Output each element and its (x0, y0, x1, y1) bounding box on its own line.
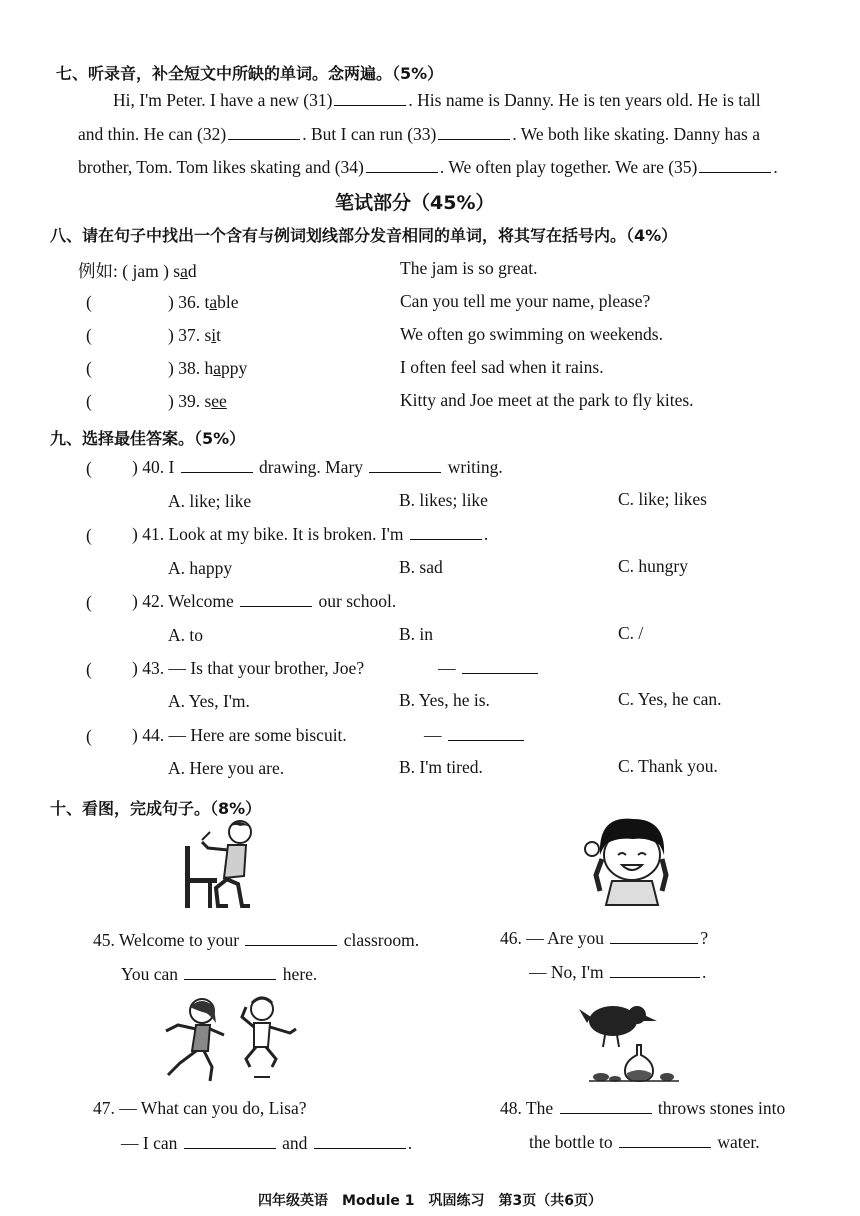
phonics-item-39[interactable]: ) 39. see (168, 391, 227, 411)
example-label: 例如: ( (78, 261, 129, 281)
paren-open: ( (86, 391, 92, 411)
word-part: d (187, 261, 197, 281)
item-number: 39. (178, 391, 201, 411)
word-part: t (216, 325, 222, 345)
written-section-heading: 笔试部分（45%） (335, 192, 495, 214)
underlined-letters: a (180, 261, 188, 281)
paren-open: ( (86, 358, 92, 378)
passage-text: . (773, 157, 778, 177)
word-part: s (204, 391, 212, 411)
question-text: throws stones into (657, 1098, 786, 1118)
paren-open: ( (86, 525, 92, 545)
phonics-item-36[interactable]: ) 36. table (168, 292, 239, 312)
option-b[interactable]: B. Yes, he is. (399, 690, 490, 710)
question-45-line-2[interactable] (121, 964, 317, 985)
question-text: You can (121, 964, 179, 984)
option-c[interactable]: C. / (618, 623, 644, 643)
question-text: — I can (121, 1133, 178, 1153)
blank[interactable] (240, 605, 312, 607)
question-text: here. (282, 964, 318, 984)
question-text: writing. (447, 457, 503, 477)
option-a[interactable]: A. to (168, 625, 203, 645)
question-text: — No, I'm (529, 962, 604, 982)
paren-open: ( (86, 592, 92, 612)
option-c[interactable]: C. Thank you. (618, 756, 718, 776)
question-48-line-2[interactable] (529, 1132, 760, 1153)
phonics-sentence-36: Can you tell me your name, please? (400, 291, 651, 311)
underlined-letters: a (209, 292, 218, 312)
passage-text: . But I can run (33) (302, 124, 437, 144)
blank[interactable] (448, 739, 524, 741)
blank-33[interactable] (438, 138, 510, 140)
option-c[interactable]: C. Yes, he can. (618, 689, 722, 709)
option-a[interactable]: A. Yes, I'm. (168, 691, 250, 711)
option-c[interactable]: C. like; likes (618, 489, 707, 509)
section-10-title: 十、看图，完成句子。（8%） (50, 799, 262, 818)
question-47-line-1: 47. — What can you do, Lisa? (93, 1098, 307, 1118)
question-text: ) 43. — Is that your brother, Joe? (132, 658, 365, 678)
answer-dash[interactable] (438, 658, 540, 679)
question-text: 48. The (500, 1098, 554, 1118)
question-text: . (407, 1133, 413, 1153)
question-40[interactable] (132, 457, 503, 478)
section-9-title: 九、选择最佳答案。（5%） (50, 429, 246, 448)
item-number: 36. (178, 292, 201, 312)
blank[interactable] (560, 1112, 652, 1114)
page-footer: 四年级英语 Module 1 巩固练习 第3页（共6页） (258, 1193, 602, 1209)
option-a[interactable]: A. Here you are. (168, 758, 285, 778)
passage-text: Hi, I'm Peter. I have a new (31) (113, 90, 333, 110)
option-b[interactable]: B. I'm tired. (399, 757, 483, 777)
paren-close: ) (163, 261, 169, 281)
example-item (78, 258, 197, 283)
question-text: our school. (318, 591, 397, 611)
passage-line-2 (78, 124, 760, 145)
phonics-item-38[interactable]: ) 38. happy (168, 358, 248, 378)
word-part: ble (217, 292, 239, 312)
question-text: ) 40. I (132, 457, 175, 477)
passage-line-1 (113, 90, 761, 111)
passage-text: . His name is Danny. He is ten years old. He is tall (408, 90, 761, 110)
paren-open: ( (86, 458, 92, 478)
word-part: s (173, 261, 181, 281)
blank[interactable] (369, 471, 441, 473)
question-text: . (483, 524, 489, 544)
blank-35[interactable] (699, 171, 771, 173)
question-41[interactable] (132, 524, 488, 545)
dash: — (438, 658, 456, 678)
question-43[interactable] (132, 658, 364, 679)
question-text: drawing. Mary (259, 457, 364, 477)
question-text: . (701, 962, 707, 982)
blank-32[interactable] (228, 138, 300, 140)
sitting-boy-illustration (180, 818, 270, 913)
crow-and-bottle-illustration (575, 995, 685, 1085)
question-42[interactable] (132, 591, 396, 612)
option-a[interactable]: A. like; like (168, 491, 252, 511)
phonics-sentence-39: Kitty and Joe meet at the park to fly kites. (400, 390, 694, 410)
question-47-line-2[interactable] (121, 1133, 412, 1154)
item-number: 37. (178, 325, 201, 345)
blank[interactable] (410, 538, 482, 540)
answer-dash[interactable] (424, 725, 526, 746)
question-46-line-2[interactable] (529, 962, 706, 983)
option-a[interactable]: A. happy (168, 558, 233, 578)
phonics-sentence-37: We often go swimming on weekends. (400, 324, 663, 344)
question-48-line-1[interactable] (500, 1098, 785, 1119)
dash: — (424, 725, 442, 745)
option-b[interactable]: B. likes; like (399, 490, 488, 510)
option-c[interactable]: C. hungry (618, 556, 688, 576)
blank[interactable] (314, 1147, 406, 1149)
passage-text: . We both like skating. Danny has a (512, 124, 760, 144)
option-b[interactable]: B. in (399, 624, 434, 644)
question-text: ? (700, 928, 709, 948)
blank-31[interactable] (334, 104, 406, 106)
word-part: ppy (220, 358, 248, 378)
happy-girl-illustration (578, 815, 678, 910)
question-44[interactable] (132, 725, 347, 746)
underlined-letters: ee (211, 391, 227, 411)
question-text: ) 41. Look at my bike. It is broken. I'm (132, 524, 404, 544)
question-text: and (282, 1133, 308, 1153)
section-8-title: 八、请在句子中找出一个含有与例词划线部分发音相同的单词，将其写在括号内。（4%） (50, 226, 678, 245)
underlined-letters: a (213, 358, 221, 378)
passage-text: and thin. He can (32) (78, 124, 227, 144)
word-part: h (204, 358, 214, 378)
question-46-line-1[interactable] (500, 928, 708, 949)
running-jumping-kids-illustration (150, 995, 300, 1085)
blank-34[interactable] (366, 171, 438, 173)
question-text: the bottle to (529, 1132, 613, 1152)
blank[interactable] (462, 672, 538, 674)
phonics-item-37[interactable]: ) 37. sit (168, 325, 222, 345)
item-number: 38. (178, 358, 201, 378)
question-text: ) 42. Welcome (132, 591, 234, 611)
question-text: water. (717, 1132, 760, 1152)
section-7-title: 七、听录音，补全短文中所缺的单词。念两遍。（5%） (56, 64, 444, 83)
passage-text: brother, Tom. Tom likes skating and (34) (78, 157, 364, 177)
question-text: classroom. (343, 930, 420, 950)
paren-open: ( (86, 726, 92, 746)
blank[interactable] (610, 976, 700, 978)
example-sentence: The jam is so great. (400, 258, 538, 278)
blank[interactable] (184, 978, 276, 980)
blank[interactable] (619, 1146, 711, 1148)
paren-open: ( (86, 659, 92, 679)
question-text: 46. — Are you (500, 928, 605, 948)
question-text: 45. Welcome to your (93, 930, 240, 950)
question-text: ) 44. — Here are some biscuit. (132, 725, 347, 745)
word-part: s (204, 325, 212, 345)
blank[interactable] (184, 1147, 276, 1149)
blank[interactable] (181, 471, 253, 473)
passage-line-3 (78, 157, 778, 178)
example-answer: jam (132, 261, 159, 281)
blank[interactable] (610, 942, 698, 944)
phonics-sentence-38: I often feel sad when it rains. (400, 357, 604, 377)
blank[interactable] (245, 944, 337, 946)
question-45-line-1[interactable] (93, 930, 419, 951)
underlined-letters: i (211, 325, 217, 345)
paren-open: ( (86, 292, 92, 312)
paren-open: ( (86, 325, 92, 345)
passage-text: . We often play together. We are (35) (439, 157, 698, 177)
option-b[interactable]: B. sad (399, 557, 443, 577)
word-part: t (204, 292, 210, 312)
